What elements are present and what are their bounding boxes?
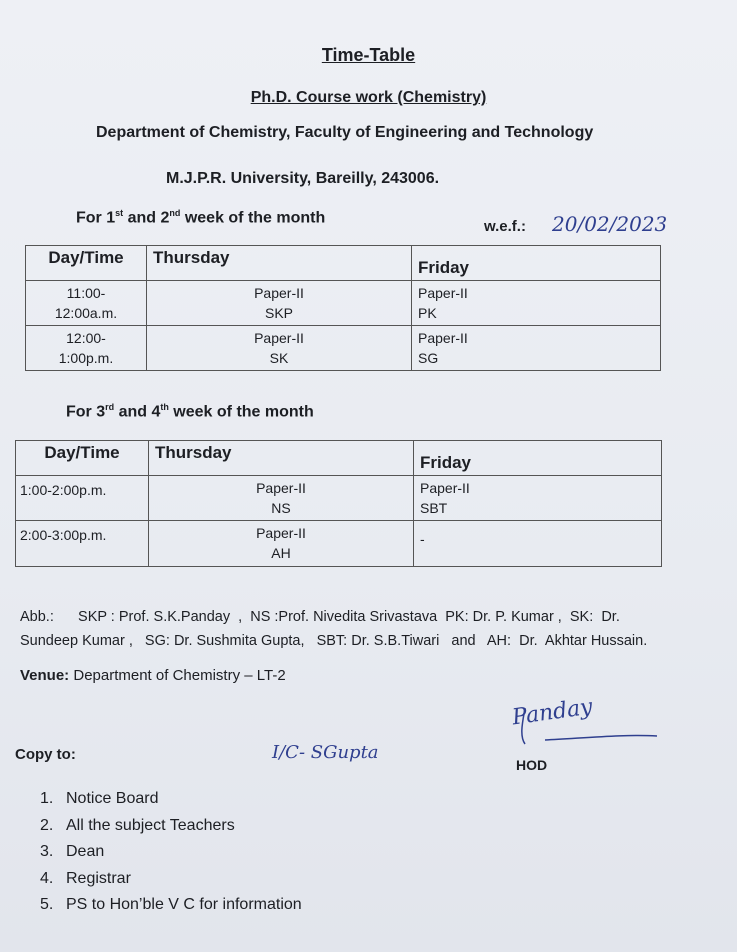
col-friday: Friday <box>414 441 662 476</box>
abbreviations-line-1: Abb.: SKP : Prof. S.K.Panday , NS :Prof. Nivedita Srivastava PK: Dr. P. Kumar , SK: Dr. <box>20 609 620 625</box>
friday-cell: - <box>414 521 662 567</box>
col-friday: Friday <box>412 246 661 281</box>
list-item: 3. Dean <box>40 843 105 860</box>
week1-heading: For 1st and 2nd week of the month <box>76 208 326 227</box>
col-daytime: Day/Time <box>16 441 149 476</box>
copy-list <box>40 786 302 919</box>
friday-cell: Paper-II SBT <box>414 476 662 521</box>
time-cell: 2:00-3:00p.m. <box>16 521 149 567</box>
time-cell: 12:00- 1:00p.m. <box>26 326 147 371</box>
doc-title: Time-Table <box>321 45 416 65</box>
time-cell: 1:00-2:00p.m. <box>16 476 149 521</box>
table-row <box>16 521 662 567</box>
friday-cell: Paper-II PK <box>412 281 661 326</box>
copy-to-label: Copy to: <box>15 746 76 763</box>
thursday-cell: Paper-II SK <box>147 326 412 371</box>
week3-table <box>15 440 662 567</box>
friday-cell: Paper-II SG <box>412 326 661 371</box>
thursday-cell: Paper-II AH <box>149 521 414 567</box>
signature-flourish <box>505 700 665 760</box>
university-line: M.J.P.R. University, Bareilly, 243006. <box>166 170 440 187</box>
abbreviations-line-2: Sundeep Kumar , SG: Dr. Sushmita Gupta, SBT: Dr. S.B.Tiwari and AH: Dr. Akhtar Hussain. <box>20 633 648 649</box>
list-item: 4. Registrar <box>40 869 131 887</box>
week3-heading: For 3rd and 4th week of the month <box>66 402 314 421</box>
list-item: 2. All the subject Teachers <box>40 816 235 834</box>
time-cell: 11:00- 12:00a.m. <box>26 281 147 326</box>
wef-label: w.e.f.: <box>484 218 526 235</box>
department-line: Department of Chemistry, Faculty of Engineering and Technology <box>96 124 594 141</box>
hod-label: HOD <box>516 757 548 773</box>
venue-line: Venue: Department of Chemistry – LT-2 <box>20 667 286 684</box>
doc-subtitle: Ph.D. Course work (Chemistry) <box>250 89 487 106</box>
wef-date: 20/02/2023 <box>552 212 668 236</box>
table-row <box>26 281 661 326</box>
thursday-cell: Paper-II SKP <box>147 281 412 326</box>
col-daytime: Day/Time <box>26 246 147 281</box>
thursday-cell: Paper-II NS <box>149 476 414 521</box>
table-row <box>16 476 662 521</box>
table-row <box>26 326 661 371</box>
col-thursday: Thursday <box>149 441 414 476</box>
table-header-row <box>26 246 661 281</box>
week1-table <box>25 245 661 371</box>
table-header-row <box>16 441 662 476</box>
list-item: 5. PS to Hon’ble V C for information <box>40 896 302 913</box>
list-item: 1. Notice Board <box>40 790 159 807</box>
col-thursday: Thursday <box>147 246 412 281</box>
ic-signature: I/C- SGupta <box>272 742 379 763</box>
hod-signature: Panday <box>510 694 595 731</box>
